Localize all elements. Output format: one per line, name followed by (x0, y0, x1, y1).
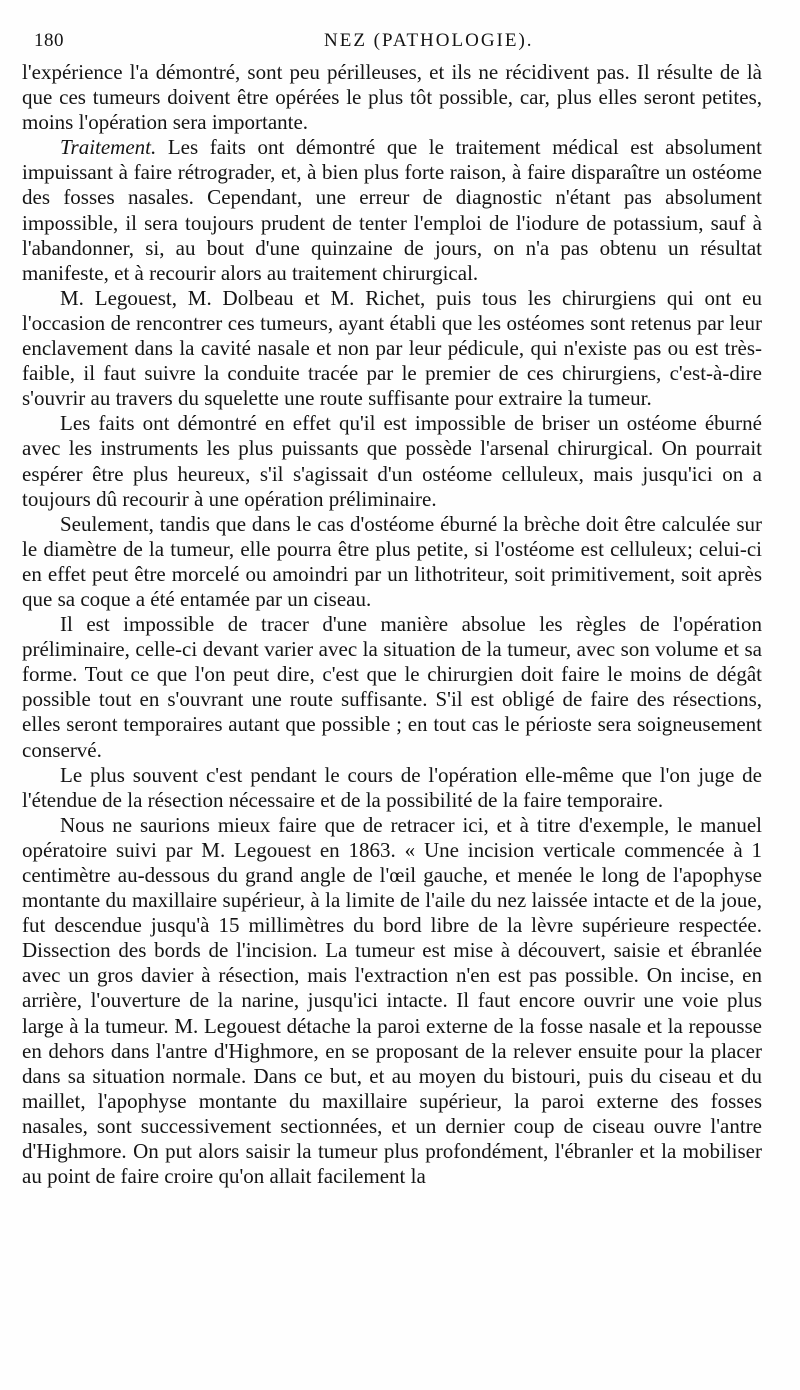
running-head (22, 30, 762, 60)
paragraph-resection: Le plus souvent c'est pendant le cours de l'opération elle-même que l'on juge de l'étendue de la résection nécessaire et de la possibilité de la faire temporaire. (22, 762, 762, 812)
paragraph-intro: l'expérience l'a démontré, sont peu périlleuses, et ils ne récidivent pas. Il résulte de là que ces tumeurs doivent être opérées le plus tôt possible, car, plus elles seront petites, moins l'opération sera importante. (22, 60, 762, 135)
paragraph-legouest-method: M. Legouest, M. Dolbeau et M. Richet, puis tous les chirurgiens qui ont eu l'occasion de rencontrer ces tumeurs, ayant établi que les ostéomes sont retenus par leur enclavement dans la cavité nasale et non par leur pédicule, qui n'existe pas ou est très-faible, il faut suivre la conduite tracée par le premier de ces chirurgiens, c'est-à-dire s'ouvrir au travers du squelette une route suffisante pour extraire la tumeur. (22, 285, 762, 411)
paragraph-traitement-text: Les faits ont démontré que le traitement médical est absolument impuissant à faire rétrograder, et, à bien plus forte raison, à faire disparaître un ostéome des fosses nasales. Cependant, une erreur de diagnostic n'étant pas absolument impossible, il sera toujours prudent de tenter l'emploi de l'iodure de potassium, sauf à l'abandonner, si, au bout d'une quinzaine de jours, on n'a pas obtenu un résultat manifeste, et à recourir alors au traitement chirurgical. (22, 135, 762, 285)
paragraph-eburne: Les faits ont démontré en effet qu'il est impossible de briser un ostéome éburné avec les instruments les plus puissants que possède l'arsenal chirurgical. On pourrait espérer être plus heureux, s'il s'agissait d'un ostéome celluleux, mais jusqu'ici on a toujours dû recourir à une opération préliminaire. (22, 411, 762, 511)
page-number: 180 (34, 30, 64, 51)
paragraph-exemple: Nous ne saurions mieux faire que de retracer ici, et à titre d'exemple, le manuel opératoire suivi par M. Legouest en 1863. « Une incision verticale commencée à 1 centimètre au-dessous du grand angle de l'œil gauche, et menée le long de l'apophyse montante du maxillaire supérieur, à la limite de l'aile du nez laissée intacte et de la joue, fut descendue jusqu'à 15 millimètres du bord libre de la lèvre supérieure respectée. Dissection des bords de l'incision. La tumeur est mise à découvert, saisie et ébranlée avec un gros davier à résection, mais l'extraction n'en est pas possible. On incise, en arrière, l'ouverture de la narine, jusqu'ici intacte. Il faut encore ouvrir une voie plus large à la tumeur. M. Legouest détache la paroi externe de la fosse nasale et la repousse en dehors dans l'antre d'Highmore, en se proposant de la relever ensuite pour la placer dans sa situation normale. Dans ce but, et au moyen du bistouri, puis du ciseau et du maillet, l'apophyse montante du maxillaire supérieur, la paroi externe des fosses nasales, sont successivement sectionnées, et un dernier coup de ciseau ouvre l'antre d'Highmore. On put alors saisir la tumeur plus profondément, l'ébranler et la mobiliser au point de faire croire qu'on allait facilement la (22, 812, 762, 1189)
paragraph-regles: Il est impossible de tracer d'une manière absolue les règles de l'opération préliminaire, celle-ci devant varier avec la situation de la tumeur, avec son volume et sa forme. Tout ce que l'on peut dire, c'est que le chirurgien doit faire le moins de dégât possible tout en s'ouvrant une route suffisante. S'il est obligé de faire des résections, elles seront temporaires autant que possible ; en tout cas le périoste sera soigneusement conservé. (22, 612, 762, 762)
body-text (22, 60, 762, 1189)
paragraph-traitement (22, 135, 762, 286)
running-title: NEZ (PATHOLOGIE). (324, 30, 534, 51)
paragraph-breche: Seulement, tandis que dans le cas d'ostéome éburné la brèche doit être calculée sur le diamètre de la tumeur, elle pourra être plus petite, si l'ostéome est celluleux; celui-ci en effet peut être morcelé ou amoindri par un lithotriteur, soit primitivement, soit après que sa coque a été entamée par un ciseau. (22, 511, 762, 611)
section-label-traitement: Traitement. (60, 135, 157, 160)
